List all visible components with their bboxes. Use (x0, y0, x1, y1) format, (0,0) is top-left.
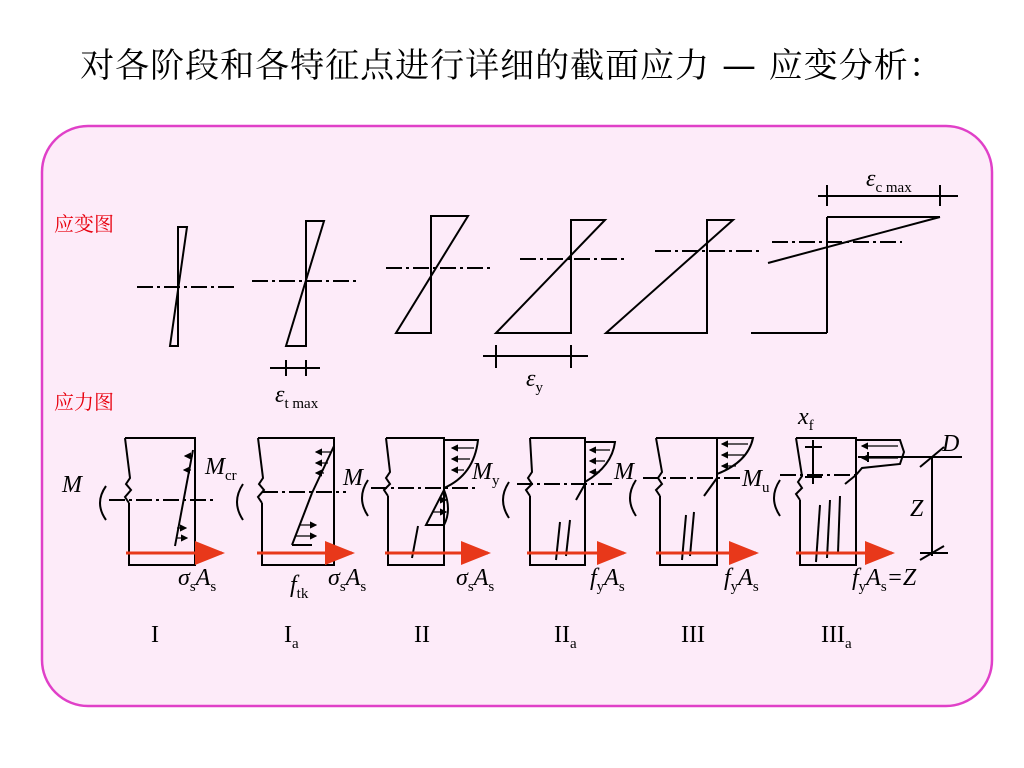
stage-label-6: $III_a$ (821, 622, 852, 652)
sigma-s-as-label-3: $\sigma_sA_s$ (456, 565, 495, 595)
D-label: D (942, 431, 960, 457)
moment-label-3: M (343, 465, 363, 491)
f-tk-label: $f_{tk}$ (290, 572, 309, 602)
sigma-s-as-label-1: $\sigma_sA_s$ (178, 565, 217, 595)
moment-label-cr: $M_{cr}$ (205, 454, 237, 484)
x-f-label: $x_f$ (798, 404, 814, 434)
stage-label-2: $I_a$ (284, 622, 299, 652)
moment-label-1: M (62, 472, 82, 498)
fy-as-label-2: $f_yA_s$ (724, 565, 759, 595)
stage-label-5: III (681, 622, 705, 648)
page-title: 对各阶段和各特征点进行详细的截面应力 — 应变分析： (80, 46, 944, 86)
stage-label-1: I (151, 622, 159, 648)
eps-c-max-label: $\varepsilon_{c max}$ (866, 166, 912, 196)
eps-y-label: $\varepsilon_y$ (526, 366, 543, 396)
sigma-s-as-label-2: $\sigma_sA_s$ (328, 565, 367, 595)
diagram-panel (42, 126, 992, 706)
fy-as-label-1: $f_yA_s$ (590, 565, 625, 595)
fy-as-eq-z-label: $f_yA_s=Z$ (852, 565, 917, 595)
stage-label-4: $II_a$ (554, 622, 577, 652)
eps-t-max-label: $\varepsilon_{t max}$ (275, 382, 319, 412)
Z-label: Z (910, 496, 924, 522)
moment-label-u: $M_u$ (742, 466, 770, 496)
strain-diagram-label: 应变图 (54, 212, 114, 236)
stress-diagram-label: 应力图 (54, 390, 114, 414)
moment-label-y: $M_y$ (472, 459, 500, 489)
stage-label-3: II (414, 622, 430, 648)
moment-label-5: M (614, 459, 634, 485)
